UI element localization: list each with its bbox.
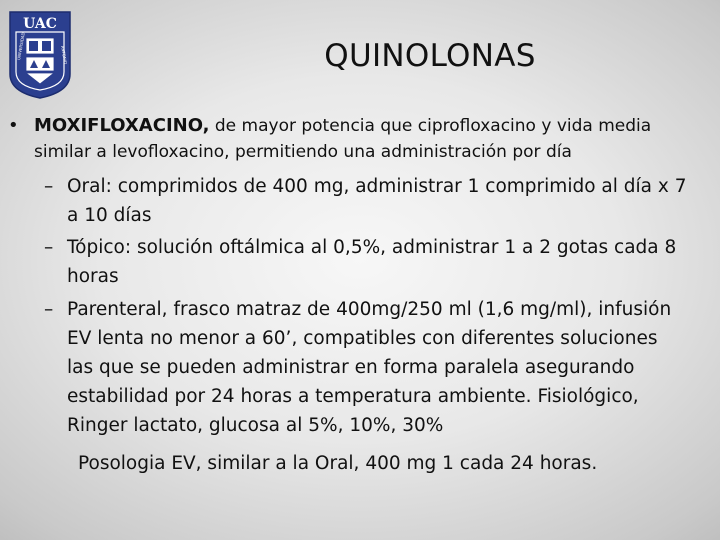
bullet-text [34, 113, 708, 162]
bullet-line2: similar a levofloxacino, permitiendo una administración por día [34, 142, 572, 162]
sub-item-line: horas [67, 266, 119, 287]
sub-item-text [67, 233, 717, 291]
sub-item-marker: – [44, 299, 54, 320]
sub-item-line: las que se pueden administrar en forma paralela asegurando [67, 357, 635, 378]
slide-title: QUINOLONAS [324, 38, 536, 74]
sub-item-marker: – [44, 176, 54, 197]
sub-item-marker: – [44, 237, 54, 258]
sub-item-text [67, 172, 717, 230]
sub-item-line: Tópico: solución oftálmica al 0,5%, administrar 1 a 2 gotas cada 8 [67, 237, 677, 258]
sub-item-line: Ringer lactato, glucosa al 5%, 10%, 30% [67, 415, 444, 436]
sub-item-line: a 10 días [67, 205, 152, 226]
bullet-line1-rest: de mayor potencia que ciprofloxacino y vida media [209, 116, 652, 136]
logo-ring-left-text: UNIVERSIDAD [16, 32, 26, 61]
sub-item-line: EV lenta no menor a 60’, compatibles con diferentes soluciones [67, 328, 658, 349]
sub-item-line: Parenteral, frasco matraz de 400mg/250 ml (1,6 mg/ml), infusión [67, 299, 672, 320]
sub-item-line: Oral: comprimidos de 400 mg, administrar 1 comprimido al día x 7 [67, 176, 687, 197]
logo-text: UAC [23, 16, 57, 32]
sub-item-line: estabilidad por 24 horas a temperatura ambiente. Fisiológico, [67, 386, 639, 407]
university-logo [8, 10, 72, 100]
logo-ring-right-text: ANTONIO [60, 45, 69, 65]
drug-name: MOXIFLOXACINO, [34, 115, 210, 136]
bullet-marker: • [8, 115, 19, 136]
posologia-line: Posologia EV, similar a la Oral, 400 mg 1 cada 24 horas. [78, 453, 598, 474]
sub-item-text [67, 295, 717, 440]
